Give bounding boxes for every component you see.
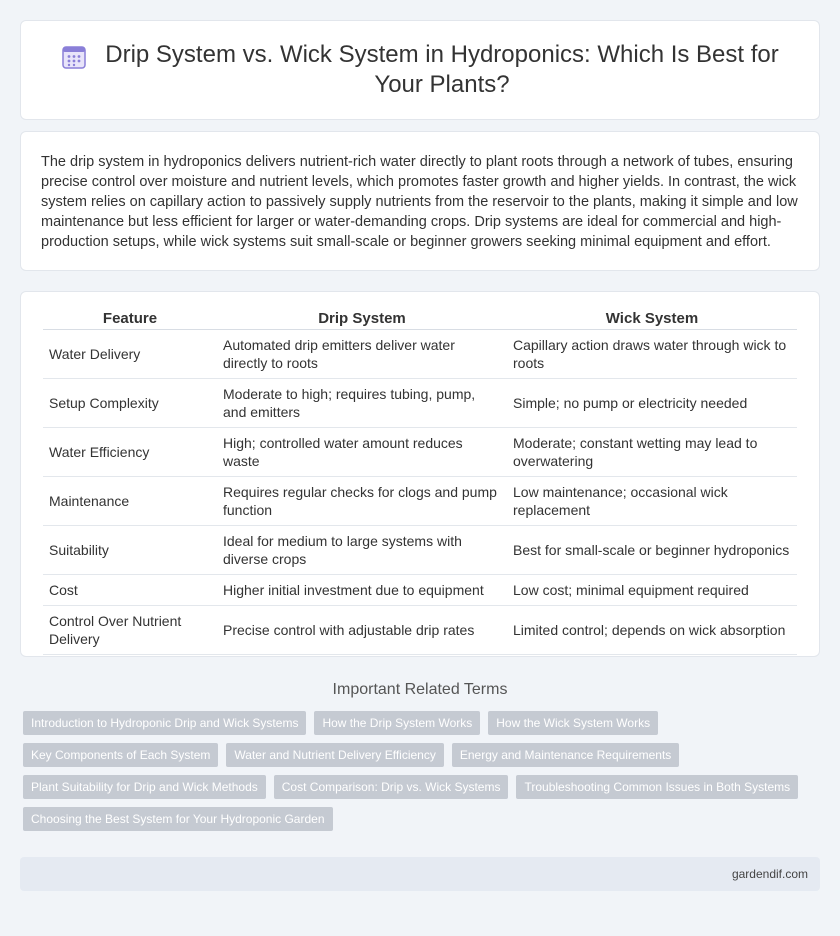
cell-drip: Precise control with adjustable drip rates (217, 606, 507, 655)
footer-site-link[interactable]: gardendif.com (731, 867, 808, 881)
header-wick-system: Wick System (507, 306, 797, 330)
table-row (43, 606, 797, 655)
header-feature: Feature (43, 306, 217, 330)
intro-paragraph: The drip system in hydroponics delivers nutrient-rich water directly to plant roots through a network of tubes, ensuring precise control over moisture and nutrient levels, which promotes faster growth and higher yields. In contrast, the wick system relies on capillary action to passively supply nutrients from the reservoir to the plants, making it simple and low maintenance but less efficient for larger or water-demanding crops. Drip systems are ideal for commercial and high-production setups, while wick systems suit small-scale or beginner growers seeking minimal equipment and effort. (41, 154, 798, 250)
cell-drip: Automated drip emitters deliver water directly to roots (217, 330, 507, 379)
table-row (43, 379, 797, 428)
cell-wick: Low maintenance; occasional wick replacement (507, 477, 797, 526)
comparison-table (43, 306, 797, 655)
cell-feature: Setup Complexity (43, 379, 217, 428)
related-tag[interactable]: How the Wick System Works (488, 711, 658, 735)
related-tag[interactable]: Introduction to Hydroponic Drip and Wick Systems (23, 711, 306, 735)
table-row (43, 575, 797, 606)
table-row (43, 330, 797, 379)
cell-wick: Low cost; minimal equipment required (507, 575, 797, 606)
header-inner (61, 40, 779, 100)
cell-drip: High; controlled water amount reduces waste (217, 428, 507, 477)
related-terms-section (0, 681, 840, 831)
cell-wick: Limited control; depends on wick absorption (507, 606, 797, 655)
table-row (43, 526, 797, 575)
cell-wick: Moderate; constant wetting may lead to overwatering (507, 428, 797, 477)
related-tag[interactable]: How the Drip System Works (314, 711, 480, 735)
cell-feature: Water Efficiency (43, 428, 217, 477)
intro-card (20, 131, 820, 271)
footer (20, 857, 820, 891)
cell-wick: Best for small-scale or beginner hydroponics (507, 526, 797, 575)
related-tag[interactable]: Cost Comparison: Drip vs. Wick Systems (274, 775, 509, 799)
cell-drip: Higher initial investment due to equipment (217, 575, 507, 606)
cell-drip: Ideal for medium to large systems with diverse crops (217, 526, 507, 575)
cell-drip: Requires regular checks for clogs and pump function (217, 477, 507, 526)
header-drip-system: Drip System (217, 306, 507, 330)
header-card (20, 20, 820, 120)
comparison-table-card (20, 291, 820, 657)
cell-feature: Cost (43, 575, 217, 606)
cell-wick: Capillary action draws water through wick to roots (507, 330, 797, 379)
cell-wick: Simple; no pump or electricity needed (507, 379, 797, 428)
related-tag[interactable]: Troubleshooting Common Issues in Both Systems (516, 775, 798, 799)
related-tag[interactable]: Energy and Maintenance Requirements (452, 743, 679, 767)
related-terms-title: Important Related Terms (332, 681, 508, 698)
cell-feature: Water Delivery (43, 330, 217, 379)
table-header-row (43, 306, 797, 330)
related-tag[interactable]: Plant Suitability for Drip and Wick Methods (23, 775, 266, 799)
page-title: Drip System vs. Wick System in Hydroponics: Which Is Best for Your Plants? (105, 41, 779, 98)
related-tag[interactable]: Water and Nutrient Delivery Efficiency (226, 743, 443, 767)
related-tag[interactable]: Key Components of Each System (23, 743, 218, 767)
cell-feature: Maintenance (43, 477, 217, 526)
cell-feature: Suitability (43, 526, 217, 575)
cell-drip: Moderate to high; requires tubing, pump, and emitters (217, 379, 507, 428)
related-tag[interactable]: Choosing the Best System for Your Hydroponic Garden (23, 807, 333, 831)
table-row (43, 477, 797, 526)
table-row (43, 428, 797, 477)
calendar-grid-icon (61, 44, 87, 70)
related-tags (23, 711, 817, 831)
cell-feature: Control Over Nutrient Delivery (43, 606, 217, 655)
